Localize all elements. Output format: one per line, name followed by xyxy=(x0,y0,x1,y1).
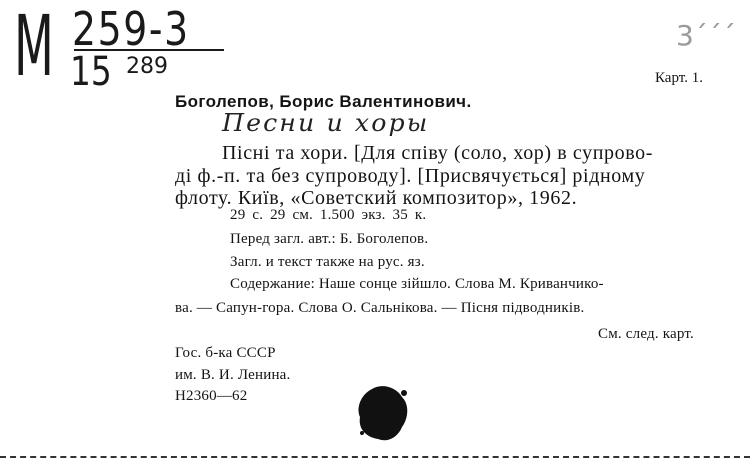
handwritten-call-number-bottom: 15 xyxy=(70,49,112,95)
title-line-1: Пісні та хори. [Для співу (соло, хор) в супрово- xyxy=(222,142,653,164)
contents-line-2: ва. — Сапун-гора. Слова О. Сальнікова. — Пісня підводників. xyxy=(175,300,585,316)
library-name-2: им. В. И. Ленина. xyxy=(175,367,291,383)
see-next-card: См. след. карт. xyxy=(598,326,694,342)
imprint-line: флоту. Київ, «Советский композитор», 1962. xyxy=(175,187,578,209)
card-number: Карт. 1. xyxy=(655,70,703,86)
note-author: Перед загл. авт.: Б. Боголепов. xyxy=(230,231,429,247)
note-language: Загл. и текст также на рус. яз. xyxy=(230,254,425,270)
handwritten-call-letter: M xyxy=(14,0,54,95)
handwritten-call-number-top: 259-3 xyxy=(72,2,190,56)
ink-blot xyxy=(352,383,412,445)
title-line-2: ді ф.-п. та без супроводу]. [Присвячується] рідному xyxy=(175,165,646,187)
author-heading: Боголепов, Борис Валентинович. xyxy=(175,92,472,111)
library-name: Гос. б-ка СССР xyxy=(175,345,276,361)
handwritten-corner-mark: 3´´´ xyxy=(676,19,736,52)
handwritten-call-number-superscript: 289 xyxy=(126,54,168,79)
collation-line: 29 с. 29 см. 1.500 экз. 35 к. xyxy=(230,207,427,223)
card-edge xyxy=(0,456,750,458)
handwritten-title: Песни и хоры xyxy=(222,109,430,137)
card-code: Н2360—62 xyxy=(175,388,248,404)
contents-line-1: Содержание: Наше сонце зійшло. Слова М. Криванчико- xyxy=(230,276,604,292)
